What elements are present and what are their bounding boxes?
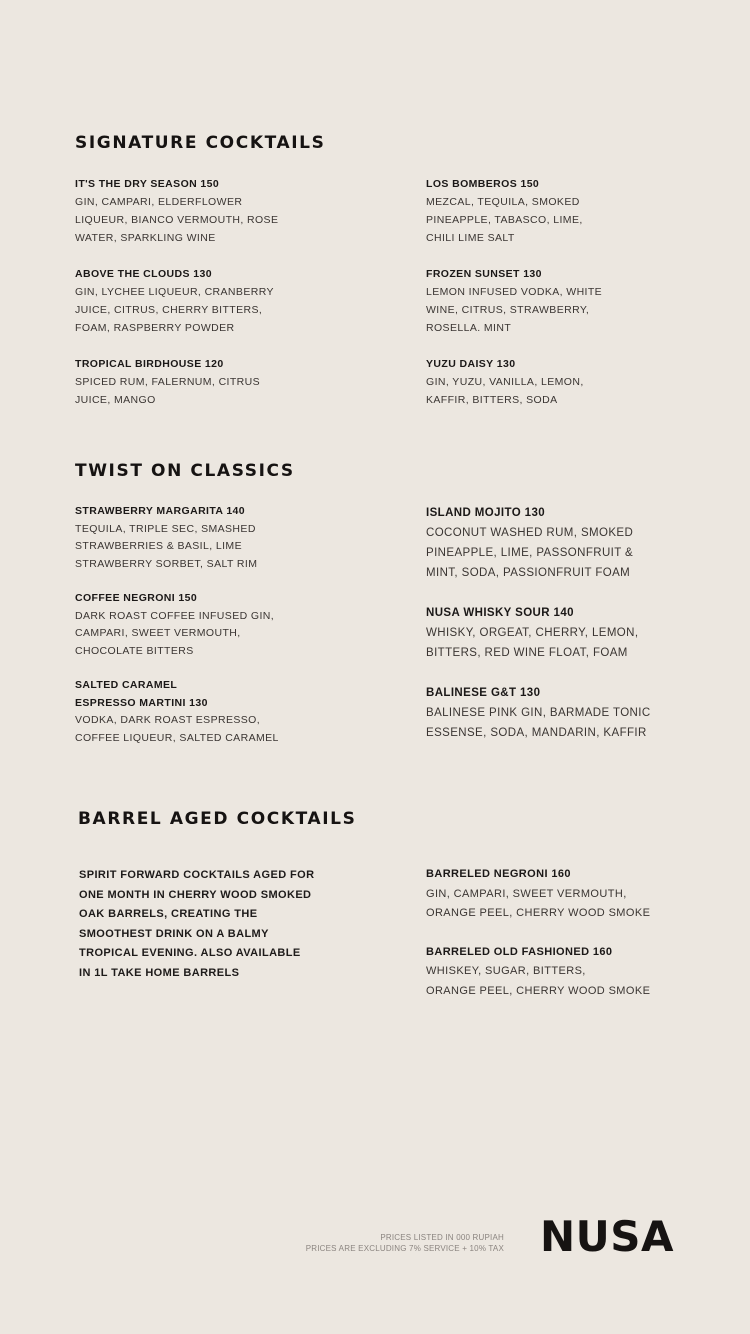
item-description: GIN, LYCHEE LIQUEUR, CRANBERRY JUICE, CITRUS, CHERRY BITTERS, FOAM, RASPBERRY POWDER [75, 286, 274, 334]
item-description: LEMON INFUSED VODKA, WHITE WINE, CITRUS, STRAWBERRY, ROSELLA. MINT [426, 286, 603, 334]
section-title-twist: TWIST ON CLASSICS [75, 461, 295, 481]
barrel-intro-text: SPIRIT FORWARD COCKTAILS AGED FOR ONE MONTH IN CHERRY WOOD SMOKED OAK BARRELS, CREATING THE SMOOTHEST DRINK ON A BALMY TROPICAL EVENING. ALSO AVAILABLE IN 1L TAKE HOME BARRELS [79, 869, 315, 979]
item-name: BARRELED NEGRONI 160 [426, 868, 571, 880]
item-description: BALINESE PINK GIN, BARMADE TONIC ESSENSE, SODA, MANDARIN, KAFFIR [426, 707, 651, 739]
menu-item [426, 355, 726, 409]
item-name: NUSA WHISKY SOUR 140 [426, 607, 574, 619]
menu-item [426, 503, 726, 583]
menu-item [75, 355, 375, 409]
item-name: STRAWBERRY MARGARITA 140 [75, 505, 246, 517]
pricing-note [306, 1232, 504, 1254]
pricing-note-line1: PRICES LISTED IN 000 RUPIAH [380, 1233, 504, 1242]
item-description: WHISKEY, SUGAR, BITTERS, ORANGE PEEL, CHERRY WOOD SMOKE [426, 965, 651, 997]
item-description: SPICED RUM, FALERNUM, CITRUS JUICE, MANGO [75, 376, 261, 406]
menu-item [426, 175, 726, 247]
item-name: BARRELED OLD FASHIONED 160 [426, 945, 613, 958]
brand-logo: NUSA [540, 1212, 675, 1261]
item-description: COCONUT WASHED RUM, SMOKED PINEAPPLE, LIME, PASSONFRUIT & MINT, SODA, PASSIONFRUIT FOAM [426, 527, 634, 579]
item-description: TEQUILA, TRIPLE SEC, SMASHED STRAWBERRIES & BASIL, LIME STRAWBERRY SORBET, SALT RIM [75, 522, 258, 570]
menu-item [426, 865, 726, 924]
twist-left-column [75, 503, 375, 747]
twist-right-column [426, 503, 726, 743]
item-name: TROPICAL BIRDHOUSE 120 [75, 358, 224, 370]
item-name: FROZEN SUNSET 130 [426, 268, 542, 280]
item-name: IT'S THE DRY SEASON 150 [75, 178, 220, 190]
menu-item [426, 265, 726, 337]
menu-item [426, 603, 726, 663]
item-name: ABOVE THE CLOUDS 130 [75, 268, 212, 280]
item-description: DARK ROAST COFFEE INFUSED GIN, CAMPARI, SWEET VERMOUTH, CHOCOLATE BITTERS [75, 609, 275, 657]
section-title-barrel: BARREL AGED COCKTAILS [78, 809, 357, 829]
signature-right-column [426, 175, 726, 409]
item-description: WHISKY, ORGEAT, CHERRY, LEMON, BITTERS, RED WINE FLOAT, FOAM [426, 627, 639, 659]
menu-item [75, 503, 375, 573]
menu-item [426, 943, 726, 1002]
item-name: COFFEE NEGRONI 150 [75, 592, 198, 604]
item-name: LOS BOMBEROS 150 [426, 178, 540, 190]
menu-item [426, 683, 726, 743]
section-title-signature: SIGNATURE COCKTAILS [75, 133, 326, 153]
menu-item [75, 677, 375, 747]
pricing-note-line2: PRICES ARE EXCLUDING 7% SERVICE + 10% TAX [305, 1244, 504, 1253]
item-name: BALINESE G&T 130 [426, 687, 541, 699]
item-name: YUZU DAISY 130 [426, 358, 516, 370]
item-description: GIN, CAMPARI, SWEET VERMOUTH, ORANGE PEEL, CHERRY WOOD SMOKE [426, 887, 651, 919]
menu-item [75, 175, 375, 247]
menu-item [75, 590, 375, 660]
item-name: ISLAND MOJITO 130 [426, 507, 546, 519]
barrel-right-column [426, 865, 726, 1001]
item-description: GIN, CAMPARI, ELDERFLOWER LIQUEUR, BIANCO VERMOUTH, ROSE WATER, SPARKLING WINE [75, 196, 279, 244]
signature-left-column [75, 175, 375, 409]
menu-item [75, 265, 375, 337]
item-name: SALTED CARAMEL ESPRESSO MARTINI 130 [75, 679, 208, 709]
item-description: VODKA, DARK ROAST ESPRESSO, COFFEE LIQUEUR, SALTED CARAMEL [75, 714, 279, 744]
item-description: GIN, YUZU, VANILLA, LEMON, KAFFIR, BITTERS, SODA [426, 376, 584, 406]
item-description: MEZCAL, TEQUILA, SMOKED PINEAPPLE, TABASCO, LIME, CHILI LIME SALT [426, 196, 583, 244]
